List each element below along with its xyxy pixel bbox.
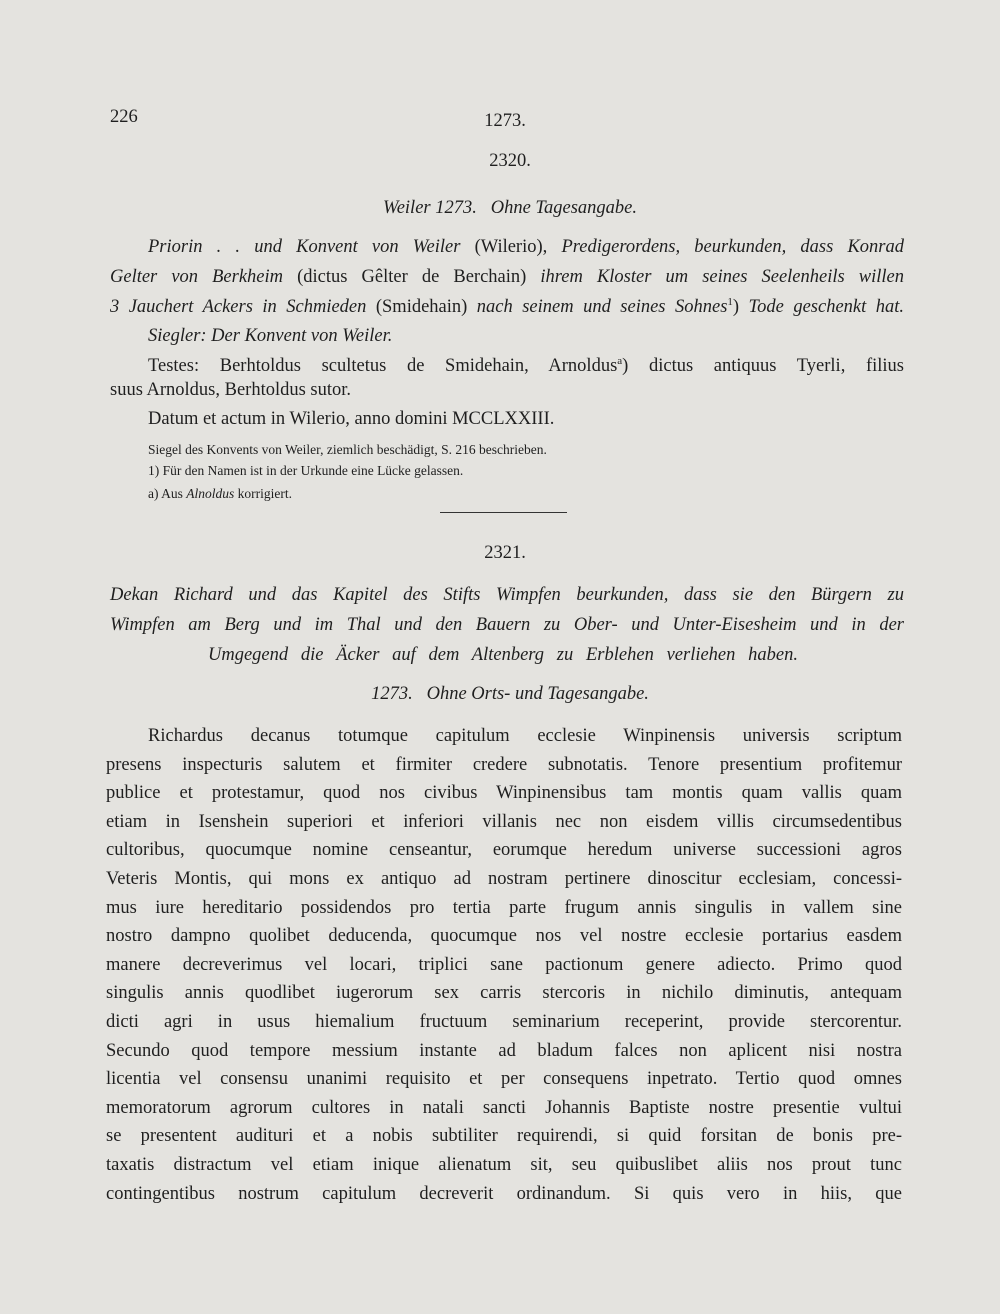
text-2321-line: dicti agri in usus hiemalium fructuum seminarium receperint, provide stercorentur.: [106, 1012, 902, 1032]
page-number: 226: [110, 107, 138, 127]
running-year: 1273.: [484, 111, 526, 131]
text-2321-line: cultoribus, quocumque nomine censeantur, eorumque heredum universe successioni agros: [106, 840, 902, 861]
summary-2320-line: 3 Jauchert Ackers in Schmieden (Smidehain) nach seinem und seines Sohnes$^1$) Tode geschenkt hat.: [110, 296, 904, 317]
text-2321-line: mus iure hereditario possidendos pro tertia parte frugum annis singulis in vallem sine: [106, 897, 902, 918]
document-number-2320: 2320.: [489, 151, 531, 171]
text-2321-line: Secundo quod tempore messium instante ad bladum falces non aplicent nisi nostra: [106, 1040, 902, 1061]
text-2321-line: publice et protestamur, quod nos civibus Winpinensibus tam montis quam vallis quam: [106, 783, 902, 804]
footnote-line: a) Aus Alnoldus korrigiert.: [148, 486, 292, 501]
text-2320-line: Datum et actum in Wilerio, anno domini MCCLXXIII.: [148, 409, 555, 429]
text-2321-line: se presentent audituri et a nobis subtiliter requirendi, si quid forsitan de bonis pre-: [106, 1126, 902, 1147]
text-2321-line: contingentibus nostrum capitulum decreverit ordinandum. Si quis vero in hiis, que: [106, 1183, 902, 1204]
footnote-line: Siegel des Konvents von Weiler, ziemlich beschädigt, S. 216 beschrieben.: [148, 442, 547, 457]
text-2320-line: suus Arnoldus, Berhtoldus sutor.: [110, 380, 352, 400]
text-2321-line: etiam in Isenshein superiori et inferiori villanis nec non eisdem villis circumsedentibus: [106, 811, 902, 832]
seal-line-2320: Siegler: Der Konvent von Weiler.: [148, 326, 393, 346]
summary-2320-line: Priorin . . und Konvent von Weiler (Wilerio), Predigerordens, beurkunden, dass Konrad: [148, 237, 904, 257]
text-2321-line: memoratorum agrorum cultores in natali sancti Johannis Baptiste nostre presentie vultui: [106, 1097, 902, 1118]
dateline-2320: Weiler 1273. Ohne Tagesangabe.: [382, 198, 638, 218]
text-2321-line: nostro dampno quolibet deducenda, quocumque nos vel nostre ecclesie portarius easdem: [106, 926, 902, 947]
summary-2321-line: Wimpfen am Berg und im Thal und den Bauern zu Ober- und Unter-Eisesheim und in der: [110, 615, 904, 635]
text-2321-line: presens inspecturis salutem et firmiter credere subnotatis. Tenore presentium profitemur: [106, 754, 902, 775]
text-2321-line: singulis annis quodlibet iugerorum sex carris stercoris in nichilo diminutis, antequam: [106, 983, 902, 1004]
summary-2321-line: Dekan Richard und das Kapitel des Stifts Wimpfen beurkunden, dass sie den Bürgern zu: [110, 585, 904, 605]
text-2321-line: Richardus decanus totumque capitulum ecclesie Winpinensis universis scriptum: [148, 726, 902, 746]
dateline-2321: 1273. Ohne Orts- und Tagesangabe.: [371, 684, 649, 704]
text-2321-line: taxatis distractum vel etiam inique alienatum sit, seu quibuslibet aliis nos prout tunc: [106, 1155, 902, 1175]
document-number-2321: 2321.: [484, 543, 526, 563]
summary-2321-line: Umgegend die Äcker auf dem Altenberg zu Erblehen verliehen haben.: [208, 645, 798, 665]
section-divider: [440, 512, 567, 513]
text-2321-line: licentia vel consensu unanimi requisito et per consequens inpetrato. Tertio quod omnes: [106, 1069, 902, 1090]
text-2321-line: manere decreverimus vel locari, triplici sane pactionum genere adiecto. Primo quod: [106, 954, 902, 975]
text-2321-line: Veteris Montis, qui mons ex antiquo ad nostram pertinere dinoscitur ecclesiam, concessi-: [106, 869, 902, 889]
text-2320-line: Testes: Berhtoldus scultetus de Smidehain, Arnoldus$^a$) dictus antiquus Tyerli, filius: [148, 355, 904, 376]
footnote-line: 1) Für den Namen ist in der Urkunde eine Lücke gelassen.: [148, 463, 464, 478]
summary-2320-line: Gelter von Berkheim (dictus Gêlter de Berchain) ihrem Kloster um seines Seelenheils willen: [110, 267, 904, 287]
